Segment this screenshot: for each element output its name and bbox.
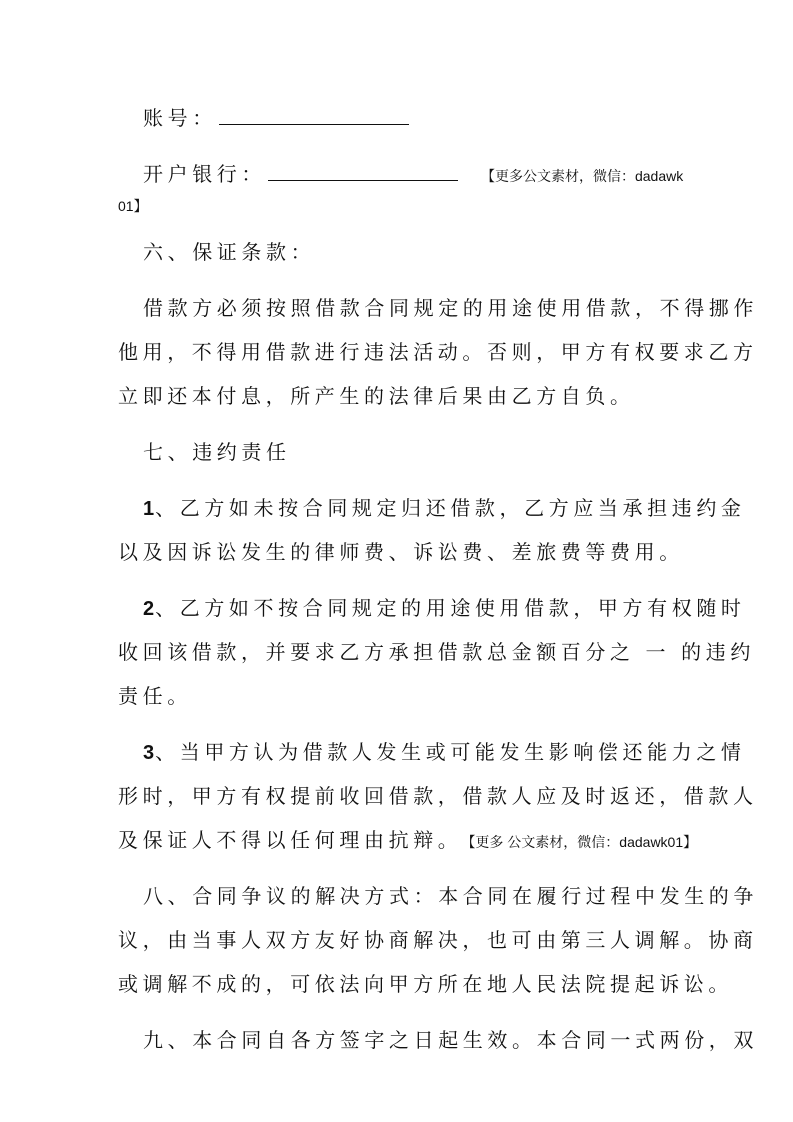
item3-line: 形时，甲方有权提前收回借款，借款人应及时返还，借款人 (118, 784, 758, 808)
item1-line: 以及因诉讼发生的律师费、诉讼费、差旅费等费用。 (118, 540, 684, 564)
item2-line: 责任。 (118, 684, 192, 708)
item3-line: 及保证人不得以任何理由抗辩。 【更多 公文素材，微信：dadawk01】 (118, 828, 698, 852)
section6-line: 立即还本付息，所产生的法律后果由乙方自负。 (118, 384, 635, 408)
item2-line: 2、乙方如不按合同规定的用途使用借款，甲方有权随时 (143, 596, 746, 620)
section7-heading: 七、违约责任 (143, 440, 291, 464)
item-number: 3 (143, 742, 156, 764)
bank-label: 开户银行： (143, 162, 266, 186)
item1-line: 1、乙方如未按合同规定归还借款，乙方应当承担违约金 (143, 496, 746, 520)
bank-line (143, 160, 683, 190)
section6-line: 他用，不得用借款进行违法活动。否则，甲方有权要求乙方 (118, 340, 758, 364)
section8-line: 议，由当事人双方友好协商解决，也可由第三人调解。协商 (118, 928, 758, 952)
promo-text: 【更多公文素材，微信：dadawk (480, 168, 684, 184)
section6-line: 借款方必须按照借款合同规定的用途使用借款，不得挪作 (143, 296, 758, 320)
section8-line: 八、合同争议的解决方式：本合同在履行过程中发生的争 (143, 884, 758, 908)
promo-text: 【更多 公文素材，微信：dadawk01】 (468, 834, 698, 850)
item3-line: 3、当甲方认为借款人发生或可能发生影响偿还能力之情 (143, 740, 746, 764)
section6-heading: 六、保证条款： (143, 240, 316, 264)
promo-text-cont: 01】 (118, 198, 148, 214)
bank-blank[interactable] (268, 164, 458, 181)
account-blank[interactable] (219, 108, 409, 125)
item-number: 1 (143, 498, 156, 520)
item-number: 2 (143, 598, 156, 620)
account-label: 账号： (143, 106, 217, 130)
item2-line: 收回该借款，并要求乙方承担借款总金额百分之 一 的违约 (118, 640, 755, 664)
section9-line: 九、本合同自各方签字之日起生效。本合同一式两份，双 (143, 1028, 758, 1052)
section8-line: 或调解不成的，可依法向甲方所在地人民法院提起诉讼。 (118, 972, 733, 996)
account-line (143, 104, 409, 132)
